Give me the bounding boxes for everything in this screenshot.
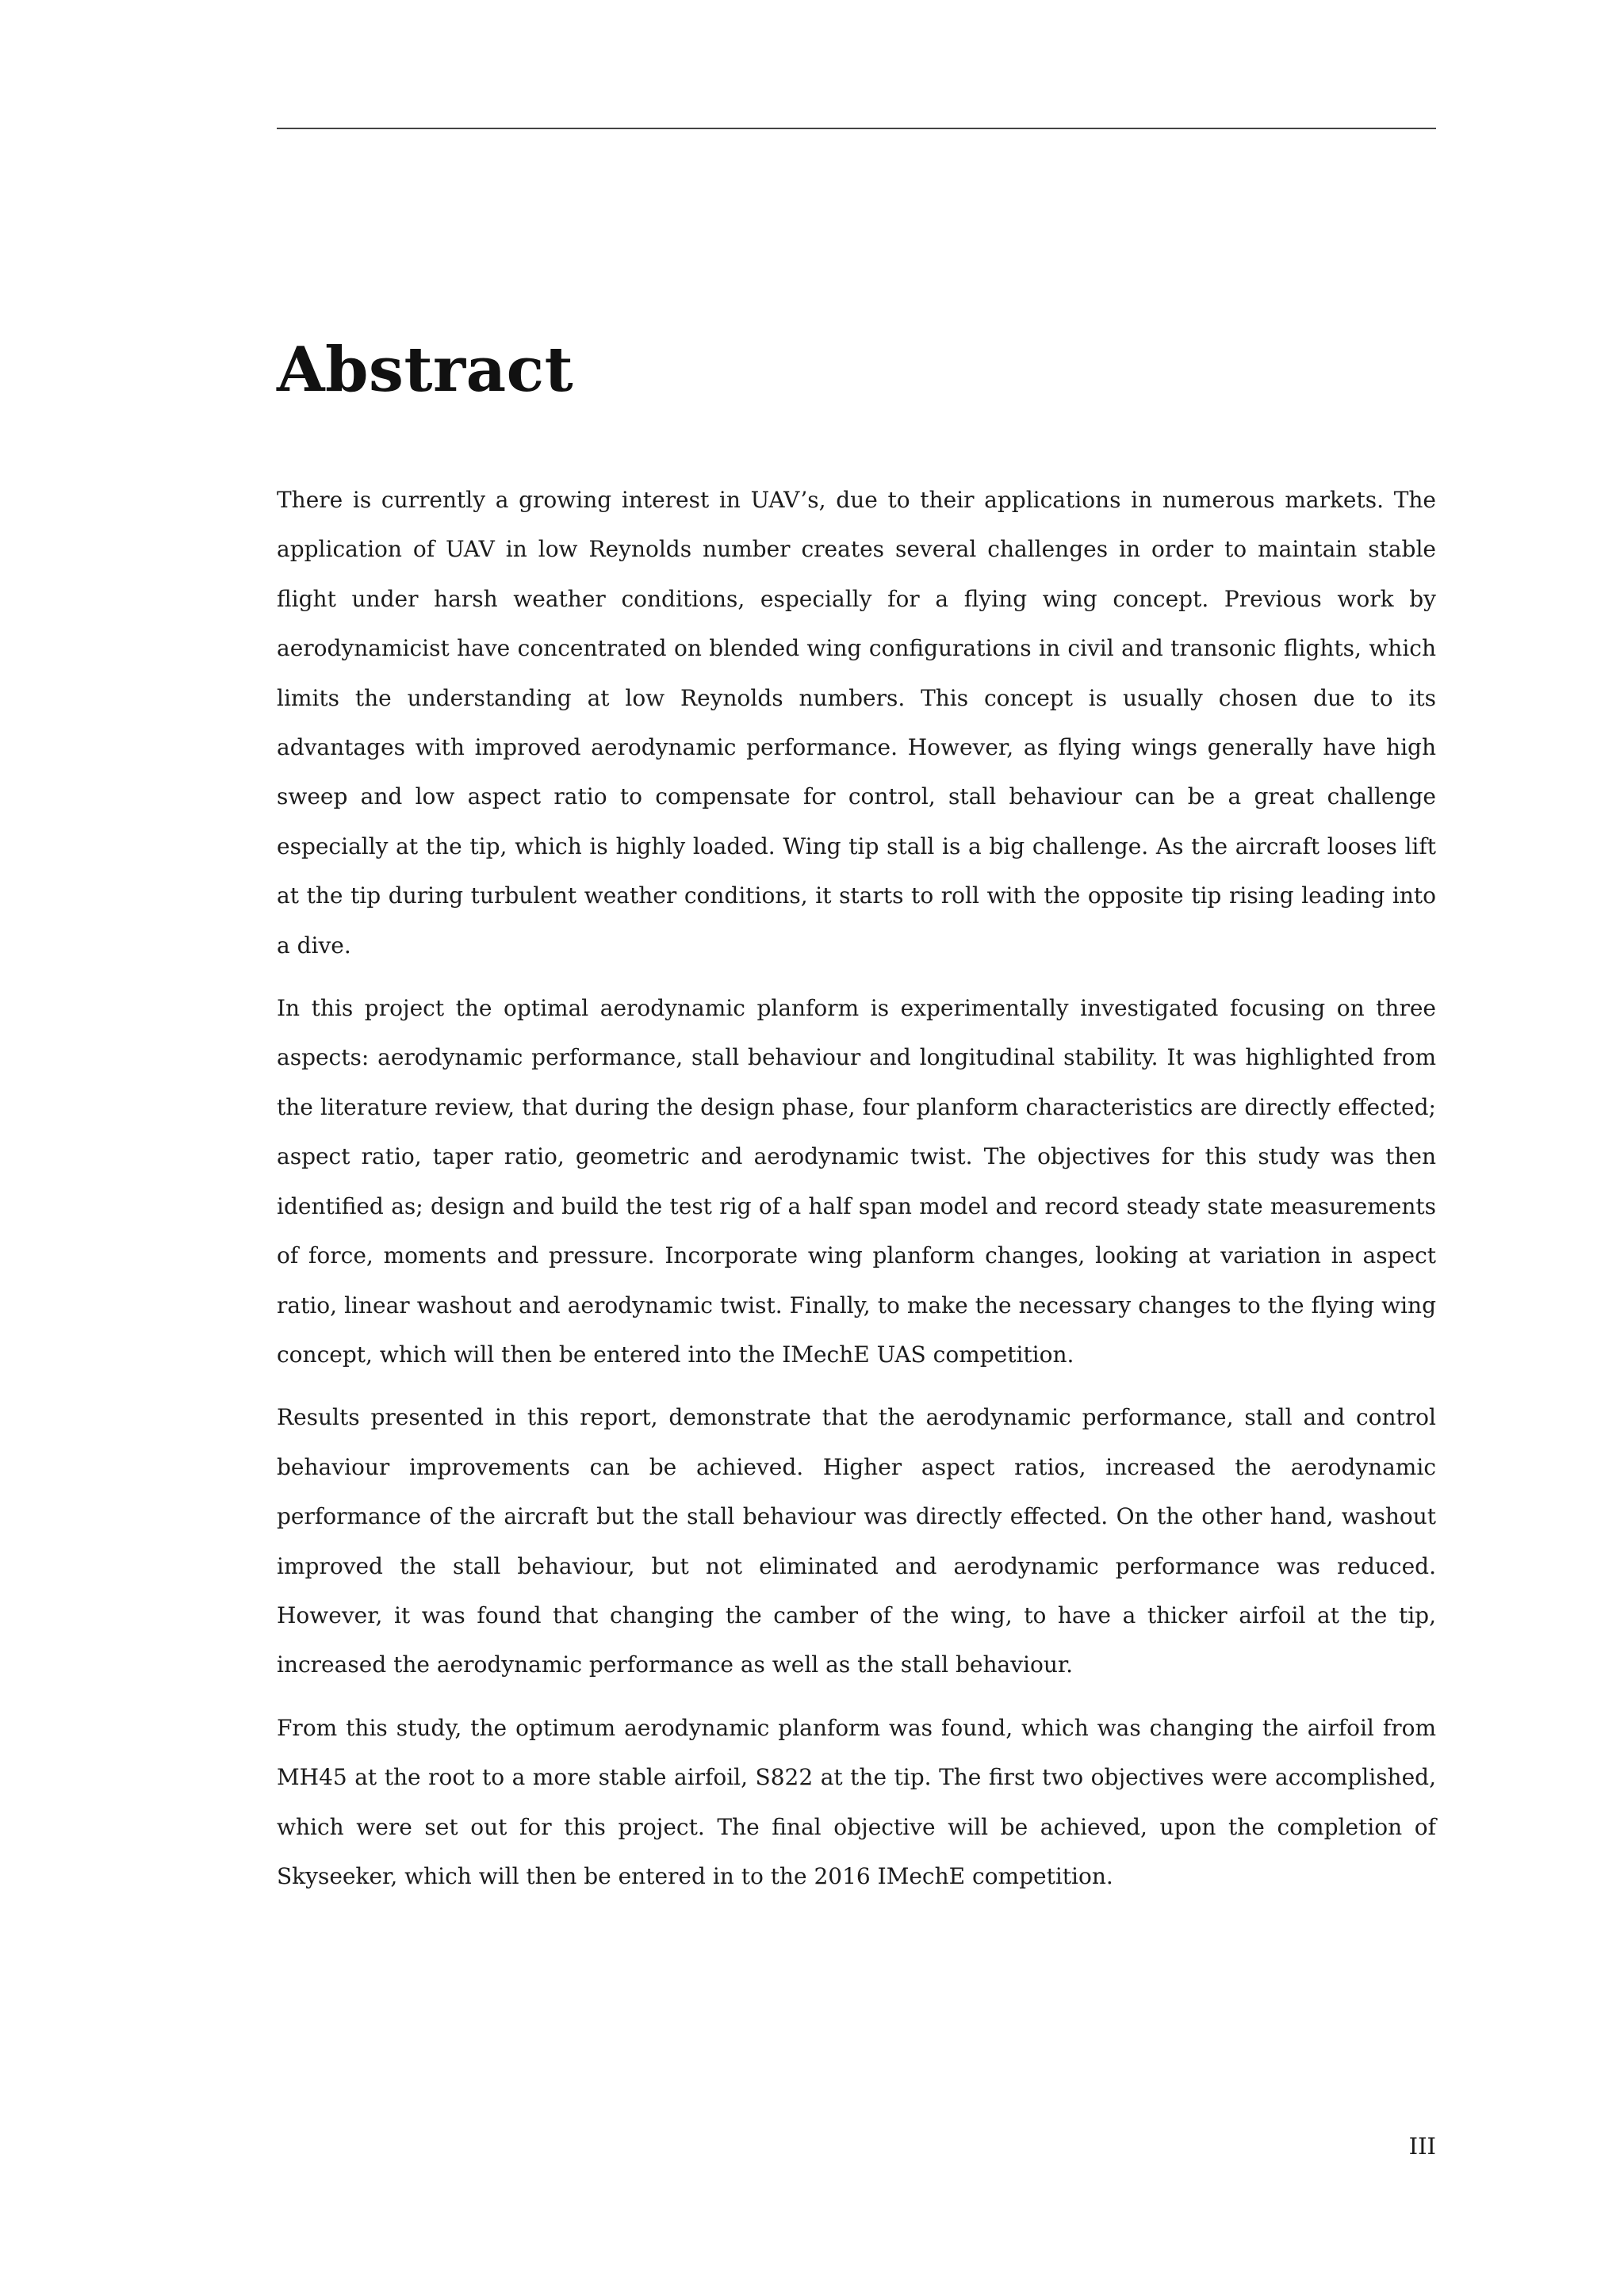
page-title: Abstract	[277, 334, 574, 406]
abstract-body	[277, 476, 1436, 1915]
header-rule	[277, 128, 1436, 129]
abstract-paragraph-2: In this project the optimal aerodynamic planform is experimentally investigated focusing on three aspects: aerodynamic performance, stall behaviour and longitudinal stability. It was highlighted from the literature review, that during the design phase, four planform characteristics are directly effected; aspect ratio, taper ratio, geometric and aerodynamic twist. The objectives for this study was then identified as; design and build the test rig of a half span model and record steady state measurements of force, moments and pressure. Incorporate wing planform changes, looking at variation in aspect ratio, linear washout and aerodynamic twist. Finally, to make the necessary changes to the flying wing concept, which will then be entered into the IMechE UAS competition.	[277, 995, 1436, 1368]
abstract-paragraph-4: From this study, the optimum aerodynamic planform was found, which was changing the airfoil from MH45 at the root to a more stable airfoil, S822 at the tip. The first two objectives were accomplished, which were set out for this project. The final objective will be achieved, upon the completion of Skyseeker, which will then be entered in to the 2016 IMechE competition.	[277, 1714, 1436, 1889]
abstract-paragraph-1: There is currently a growing interest in UAV’s, due to their applications in numerous markets. The application of UAV in low Reynolds number creates several challenges in order to maintain stable flight under harsh weather conditions, especially for a flying wing concept. Previous work by aerodynamicist have concentrated on blended wing configurations in civil and transonic flights, which limits the understanding at low Reynolds numbers. This concept is usually chosen due to its advantages with improved aerodynamic performance. However, as flying wings generally have high sweep and low aspect ratio to compensate for control, stall behaviour can be a great challenge especially at the tip, which is highly loaded. Wing tip stall is a big challenge. As the aircraft looses lift at the tip during turbulent weather conditions, it starts to roll with the opposite tip rising leading into a dive.	[277, 487, 1436, 959]
abstract-paragraph-3: Results presented in this report, demonstrate that the aerodynamic performance, stall and control behaviour improvements can be achieved. Higher aspect ratios, increased the aerodynamic performance of the aircraft but the stall behaviour was directly effected. On the other hand, washout improved the stall behaviour, but not eliminated and aerodynamic performance was reduced. However, it was found that changing the camber of the wing, to have a thicker airfoil at the tip, increased the aerodynamic performance as well as the stall behaviour.	[277, 1404, 1436, 1678]
page-number: III	[1408, 2133, 1436, 2160]
